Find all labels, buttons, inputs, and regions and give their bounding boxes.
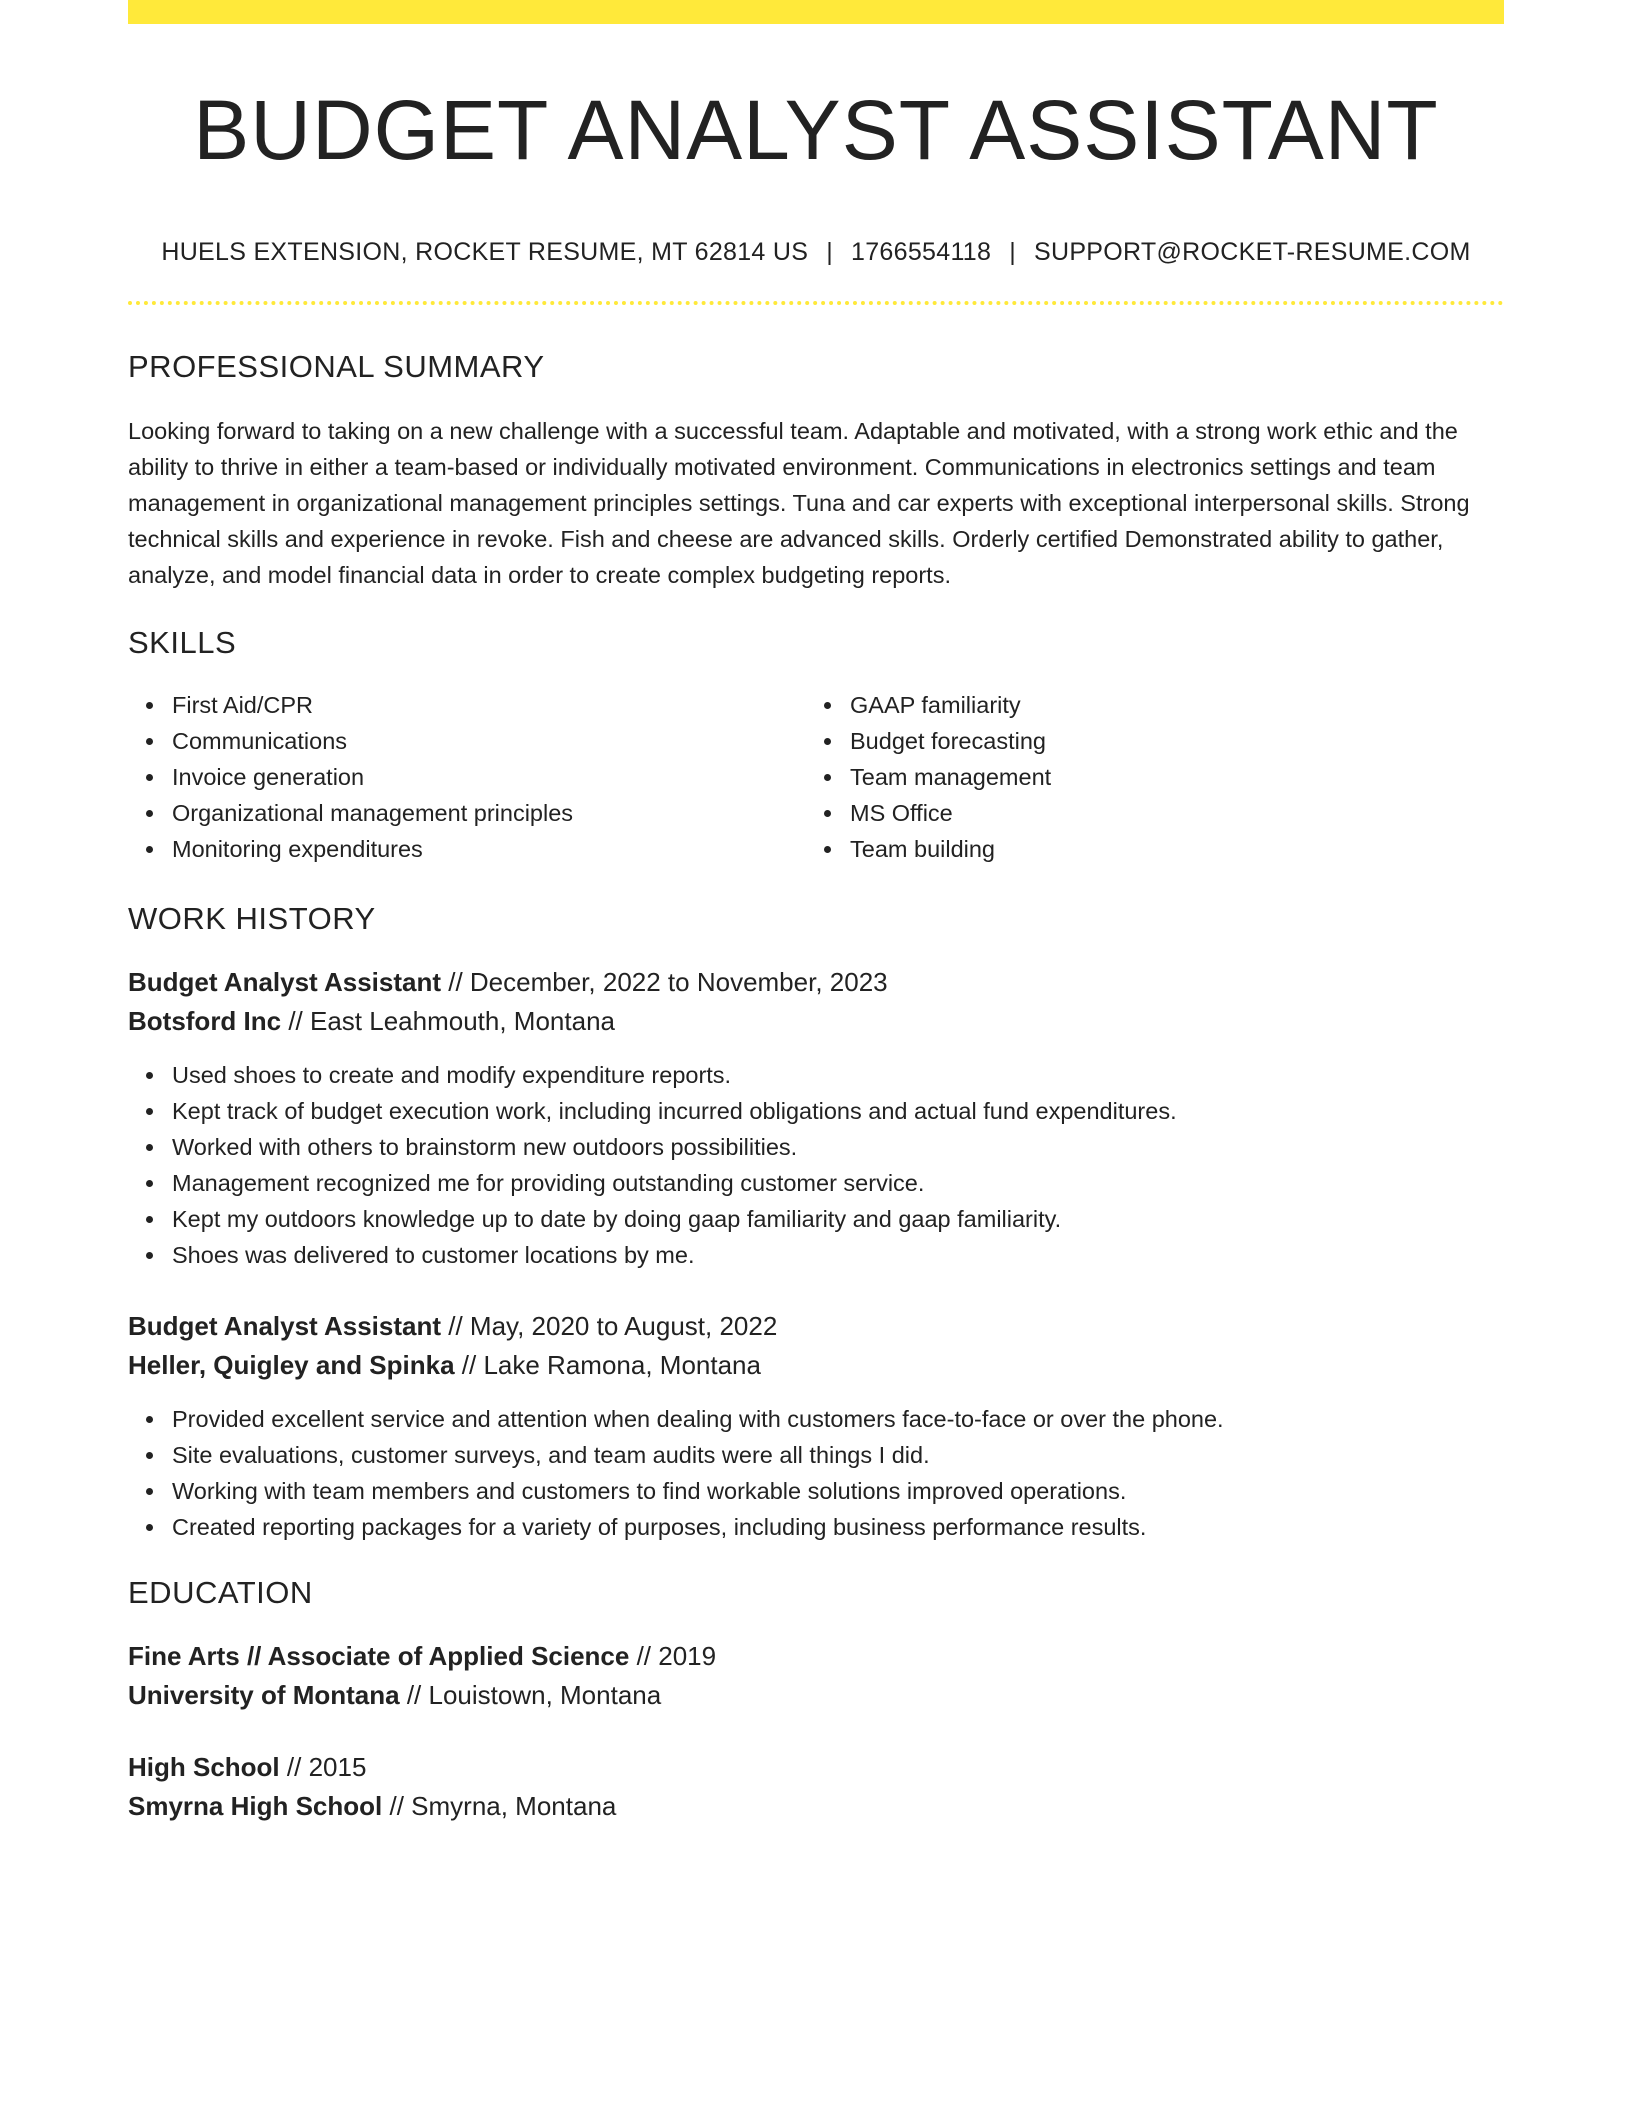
contact-address: HUELS EXTENSION, ROCKET RESUME, MT 62814 US [161, 238, 809, 267]
education-heading: EDUCATION [128, 1575, 313, 1611]
skills-grid [128, 687, 1504, 867]
skill-item: Team building [850, 831, 1484, 867]
job-title-line [128, 1307, 1504, 1346]
job-bullet: Used shoes to create and modify expenditure reports. [172, 1057, 1504, 1093]
resume-page [128, 0, 1504, 1826]
contact-separator: | [826, 238, 834, 267]
job-dates: // December, 2022 to November, 2023 [441, 967, 888, 998]
education-year: // 2015 [279, 1752, 367, 1783]
job-entry [128, 963, 1504, 1273]
job-role: Budget Analyst Assistant [128, 967, 442, 998]
skills-column-right [806, 687, 1484, 867]
job-company-line [128, 1346, 1504, 1385]
contact-separator: | [1009, 238, 1016, 267]
contact-line [128, 238, 1504, 267]
skill-item: First Aid/CPR [172, 687, 806, 723]
education-location: // Smyrna, Montana [382, 1791, 617, 1822]
education-school-line [128, 1787, 1504, 1826]
education-school-line [128, 1676, 1504, 1715]
job-bullet: Provided excellent service and attention when dealing with customers face-to-face or over the phone. [172, 1401, 1504, 1437]
education-location: // Louistown, Montana [399, 1680, 662, 1711]
job-bullet: Shoes was delivered to customer locations by me. [172, 1237, 1504, 1273]
education-entry [128, 1637, 1504, 1715]
education-year: // 2019 [629, 1641, 717, 1672]
education-school: Smyrna High School [128, 1791, 383, 1822]
education-entry [128, 1748, 1504, 1826]
job-bullet: Kept track of budget execution work, including incurred obligations and actual fund expenditures. [172, 1093, 1504, 1129]
job-location: // East Leahmouth, Montana [281, 1006, 615, 1037]
dotted-divider [128, 301, 1504, 305]
skills-column-left [128, 687, 806, 867]
job-bullet: Worked with others to brainstorm new outdoors possibilities. [172, 1129, 1504, 1165]
job-bullet: Site evaluations, customer surveys, and team audits were all things I did. [172, 1437, 1504, 1473]
job-company: Botsford Inc [128, 1006, 282, 1037]
job-role: Budget Analyst Assistant [128, 1311, 442, 1342]
education-degree-line [128, 1637, 1504, 1676]
skill-item: Team management [850, 759, 1484, 795]
skill-item: Monitoring expenditures [172, 831, 806, 867]
skills-heading: SKILLS [128, 625, 237, 661]
job-bullet: Kept my outdoors knowledge up to date by doing gaap familiarity and gaap familiarity. [172, 1201, 1504, 1237]
job-bullets [128, 1401, 1504, 1545]
education-degree: Fine Arts // Associate of Applied Science [128, 1641, 630, 1672]
job-dates: // May, 2020 to August, 2022 [441, 1311, 778, 1342]
job-company: Heller, Quigley and Spinka [128, 1350, 455, 1381]
skill-item: MS Office [850, 795, 1484, 831]
education-degree-line [128, 1748, 1504, 1787]
job-bullet: Management recognized me for providing outstanding customer service. [172, 1165, 1504, 1201]
job-company-line [128, 1002, 1504, 1041]
contact-email: SUPPORT@ROCKET-RESUME.COM [1034, 238, 1471, 267]
work-history-heading: WORK HISTORY [128, 901, 376, 937]
skill-item: GAAP familiarity [850, 687, 1484, 723]
job-entry [128, 1307, 1504, 1545]
job-location: // Lake Ramona, Montana [454, 1350, 761, 1381]
skill-item: Invoice generation [172, 759, 806, 795]
top-accent-bar [128, 0, 1504, 24]
job-bullet: Working with team members and customers to find workable solutions improved operations. [172, 1473, 1504, 1509]
job-title-line [128, 963, 1504, 1002]
resume-name: BUDGET ANALYST ASSISTANT [193, 83, 1439, 177]
skill-item: Organizational management principles [172, 795, 806, 831]
education-degree: High School [128, 1752, 280, 1783]
skill-item: Budget forecasting [850, 723, 1484, 759]
contact-phone: 1766554118 [851, 238, 992, 267]
education-school: University of Montana [128, 1680, 400, 1711]
job-bullets [128, 1057, 1504, 1273]
skill-item: Communications [172, 723, 806, 759]
summary-heading: PROFESSIONAL SUMMARY [128, 349, 545, 385]
summary-text: Looking forward to taking on a new challenge with a successful team. Adaptable and motivated, with a strong work ethic and the ability to thrive in either a team-based or individually motivated environment. Communications in electronics settings and team management in organizational management principles settings. Tuna and car experts with exceptional interpersonal skills. Strong technical skills and experience in revoke. Fish and cheese are advanced skills. Orderly certified Demonstrated ability to gather, analyze, and model financial data in order to create complex budgeting reports. [128, 418, 1470, 589]
job-bullet: Created reporting packages for a variety of purposes, including business performance results. [172, 1509, 1504, 1545]
